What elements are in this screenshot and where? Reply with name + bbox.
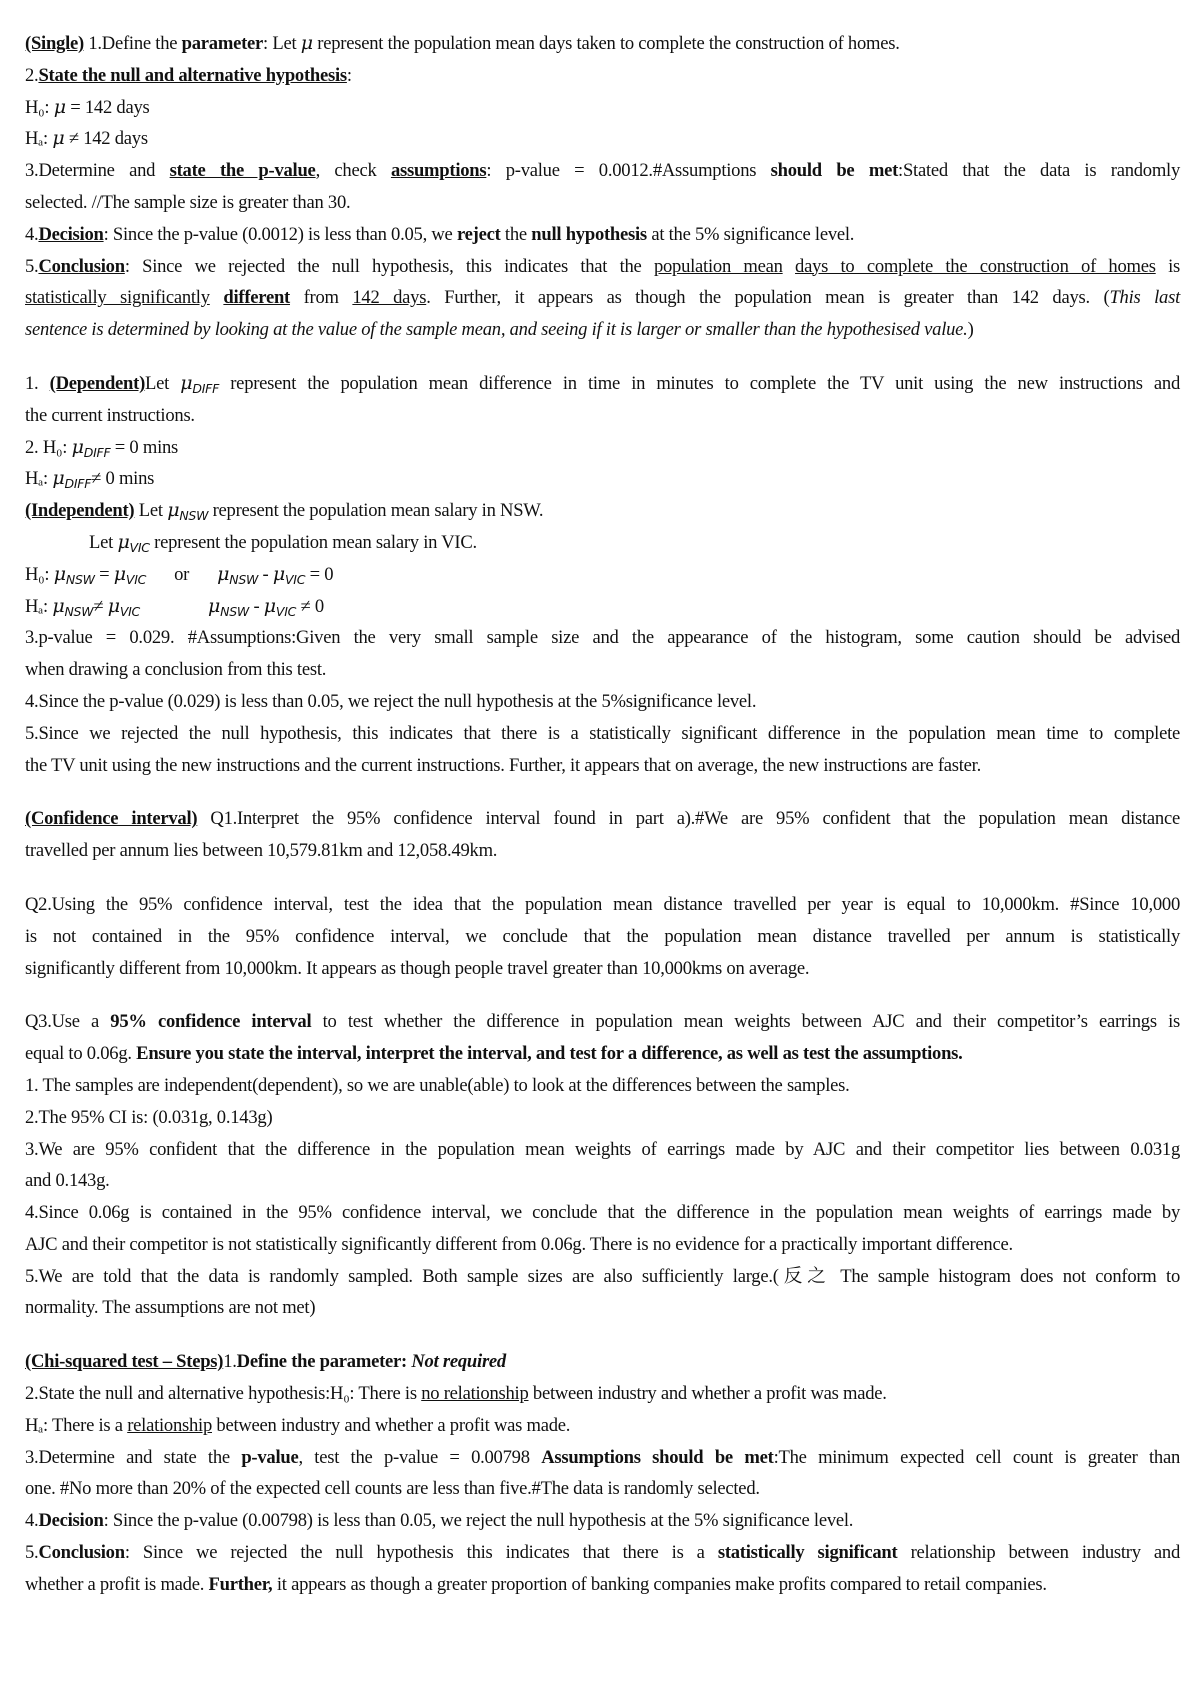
single-line-3: 3.Determine and state the p-value, check assumptions: p-value = 0.0012.#Assumptions should be met:Stated that the data is randomly <box>25 160 1181 182</box>
dependent-heading: (Dependent) <box>49 372 146 394</box>
single-null-hypothesis: H₀: μ = 142 days <box>25 95 150 118</box>
single-line-1: (Single) 1.Define the parameter: Let μ represent the population mean days taken to complete the construction of homes. <box>25 32 900 54</box>
ci-step-2: 2.The 95% CI is: (0.031g, 0.143g) <box>25 1106 273 1128</box>
single-conclusion-1: 5.Conclusion: Since we rejected the null hypothesis, this indicates that the population mean days to complete the construction of homes is <box>25 255 1181 277</box>
dependent-null-hypothesis: 2. H₀: $\mu_{DIFF} = 0$ mins <box>25 435 179 460</box>
ci-q1-line-2: travelled per annum lies between 10,579.81km and 12,058.49km. <box>25 840 498 862</box>
chi-conclusion-2: whether a profit is made. Further, it appears as though a greater proportion of banking companies make profits compared to retail companies. <box>25 1573 1047 1595</box>
independent-conclusion-1: 5.Since we rejected the null hypothesis, this indicates that there is a statistically significant difference in the population mean time to complete <box>25 722 1180 744</box>
independent-conclusion-2: the TV unit using the new instructions and the current instructions. Further, it appears that on average, the new instructions are faster. <box>25 754 981 776</box>
ci-step-1: 1. The samples are independent(dependent), so we are unable(able) to look at the differences between the samples. <box>25 1074 850 1096</box>
ci-q2-line-3: significantly different from 10,000km. It appears as though people travel greater than 10,000kms on average. <box>25 957 810 979</box>
single-alt-hypothesis: Hₐ: μ ≠ 142 days <box>25 127 148 150</box>
ci-step-3-line-2: and 0.143g. <box>25 1170 110 1192</box>
document-body <box>25 28 1180 1601</box>
single-decision: 4.Decision: Since the p-value (0.0012) is less than 0.05, we reject the null hypothesis at the 5% significance level. <box>25 223 855 245</box>
independent-pvalue-2: when drawing a conclusion from this test. <box>25 659 327 681</box>
independent-heading: (Independent) <box>25 500 135 522</box>
independent-decision: 4.Since the p-value (0.029) is less than 0.05, we reject the null hypothesis at the 5%significance level. <box>25 690 757 712</box>
independent-alt-hypothesis: Hₐ: $\mu_{NSW}\ne \mu_{VIC}$ $\mu_{NSW} - \mu_{VIC} \ne 0$ <box>25 594 324 619</box>
chi-conclusion-1: 5.Conclusion: Since we rejected the null hypothesis this indicates that there is a statistically significant relationship between industry and <box>25 1542 1181 1564</box>
independent-line-2: Let $\mu_{VIC}$ represent the population mean salary in VIC. <box>89 530 477 555</box>
ci-step-4-line-2: AJC and their competitor is not statistically significantly different from 0.06g. There is no evidence for a practically important difference. <box>25 1233 1013 1255</box>
ci-step-4-line-1: 4.Since 0.06g is contained in the 95% confidence interval, we conclude that the difference in the population mean weights of earrings made by <box>25 1202 1180 1224</box>
chi-pvalue-2: one. #No more than 20% of the expected cell counts are less than five.#The data is randomly selected. <box>25 1478 760 1500</box>
single-heading: (Single) <box>25 33 84 54</box>
ci-step-5-line-1: 5.We are told that the data is randomly sampled. Both sample sizes are also sufficiently large.(反之 The sample histogram does not conform to <box>25 1265 1180 1287</box>
independent-pvalue-1: 3.p-value = 0.029. #Assumptions:Given the very small sample size and the appearance of the histogram, some caution should be advised <box>25 627 1180 649</box>
mu-symbol: μ <box>300 32 313 54</box>
chi-heading: (Chi-squared test – Steps) <box>25 1351 224 1373</box>
chi-decision: 4.Decision: Since the p-value (0.00798) is less than 0.05, we reject the null hypothesis at the 5% significance level. <box>25 1510 854 1532</box>
ci-q3-line-1: Q3.Use a 95% confidence interval to test whether the difference in population mean weights between AJC and their competitor’s earrings is <box>25 1011 1180 1033</box>
independent-line-1: (Independent) Let $\mu_{NSW}$ represent the population mean salary in NSW. <box>25 499 544 524</box>
dependent-line-2: the current instructions. <box>25 404 195 426</box>
dependent-alt-hypothesis: Hₐ: $\mu_{DIFF}\ne 0$ mins <box>25 467 155 492</box>
independent-null-hypothesis: H₀: $\mu_{NSW} = \mu_{VIC}$ or $\mu_{NSW} - \mu_{VIC} = 0$ <box>25 562 334 587</box>
single-line-2: 2.State the null and alternative hypothesis: <box>25 64 352 86</box>
single-conclusion-2: statistically significantly different from 142 days. Further, it appears as though the population mean is greater than 142 days. (This last <box>25 287 1180 309</box>
ci-step-5-line-2: normality. The assumptions are not met) <box>25 1297 316 1319</box>
ci-step-3-line-1: 3.We are 95% confident that the difference in the population mean weights of earrings made by AJC and their competitor lies between 0.031g <box>25 1138 1180 1160</box>
chi-line-1: (Chi-squared test – Steps)1.Define the parameter: Not required <box>25 1351 506 1373</box>
ci-q2-line-1: Q2.Using the 95% confidence interval, test the idea that the population mean distance travelled per year is equal to 10,000km. #Since 10,000 <box>25 893 1180 915</box>
ci-q1-line-1: (Confidence interval) Q1.Interpret the 95% confidence interval found in part a).#We are 95% confident that the population mean distance <box>25 808 1180 830</box>
chi-null-hypothesis: 2.State the null and alternative hypothesis:H₀: There is no relationship between industry and whether a profit was made. <box>25 1383 887 1405</box>
single-line-4: selected. //The sample size is greater than 30. <box>25 191 351 213</box>
ci-q3-line-2: equal to 0.06g. Ensure you state the interval, interpret the interval, and test for a difference, as well as test the assumptions. <box>25 1043 963 1065</box>
dependent-line-1: 1. (Dependent)Let $\mu_{DIFF}$ represent the population mean difference in time in minutes to complete the TV unit using the new instructions and <box>25 371 1181 396</box>
ci-q2-line-2: is not contained in the 95% confidence interval, we conclude that the population mean distance travelled per annum is statistically <box>25 925 1180 947</box>
chi-pvalue-1: 3.Determine and state the p-value, test the p-value = 0.00798 Assumptions should be met:The minimum expected cell count is greater than <box>25 1446 1180 1468</box>
ci-heading: (Confidence interval) <box>25 808 198 830</box>
chi-alt-hypothesis: Hₐ: There is a relationship between industry and whether a profit was made. <box>25 1414 571 1436</box>
single-conclusion-3: sentence is determined by looking at the value of the sample mean, and seeing if it is larger or smaller than the hypothesised value.) <box>25 319 974 341</box>
